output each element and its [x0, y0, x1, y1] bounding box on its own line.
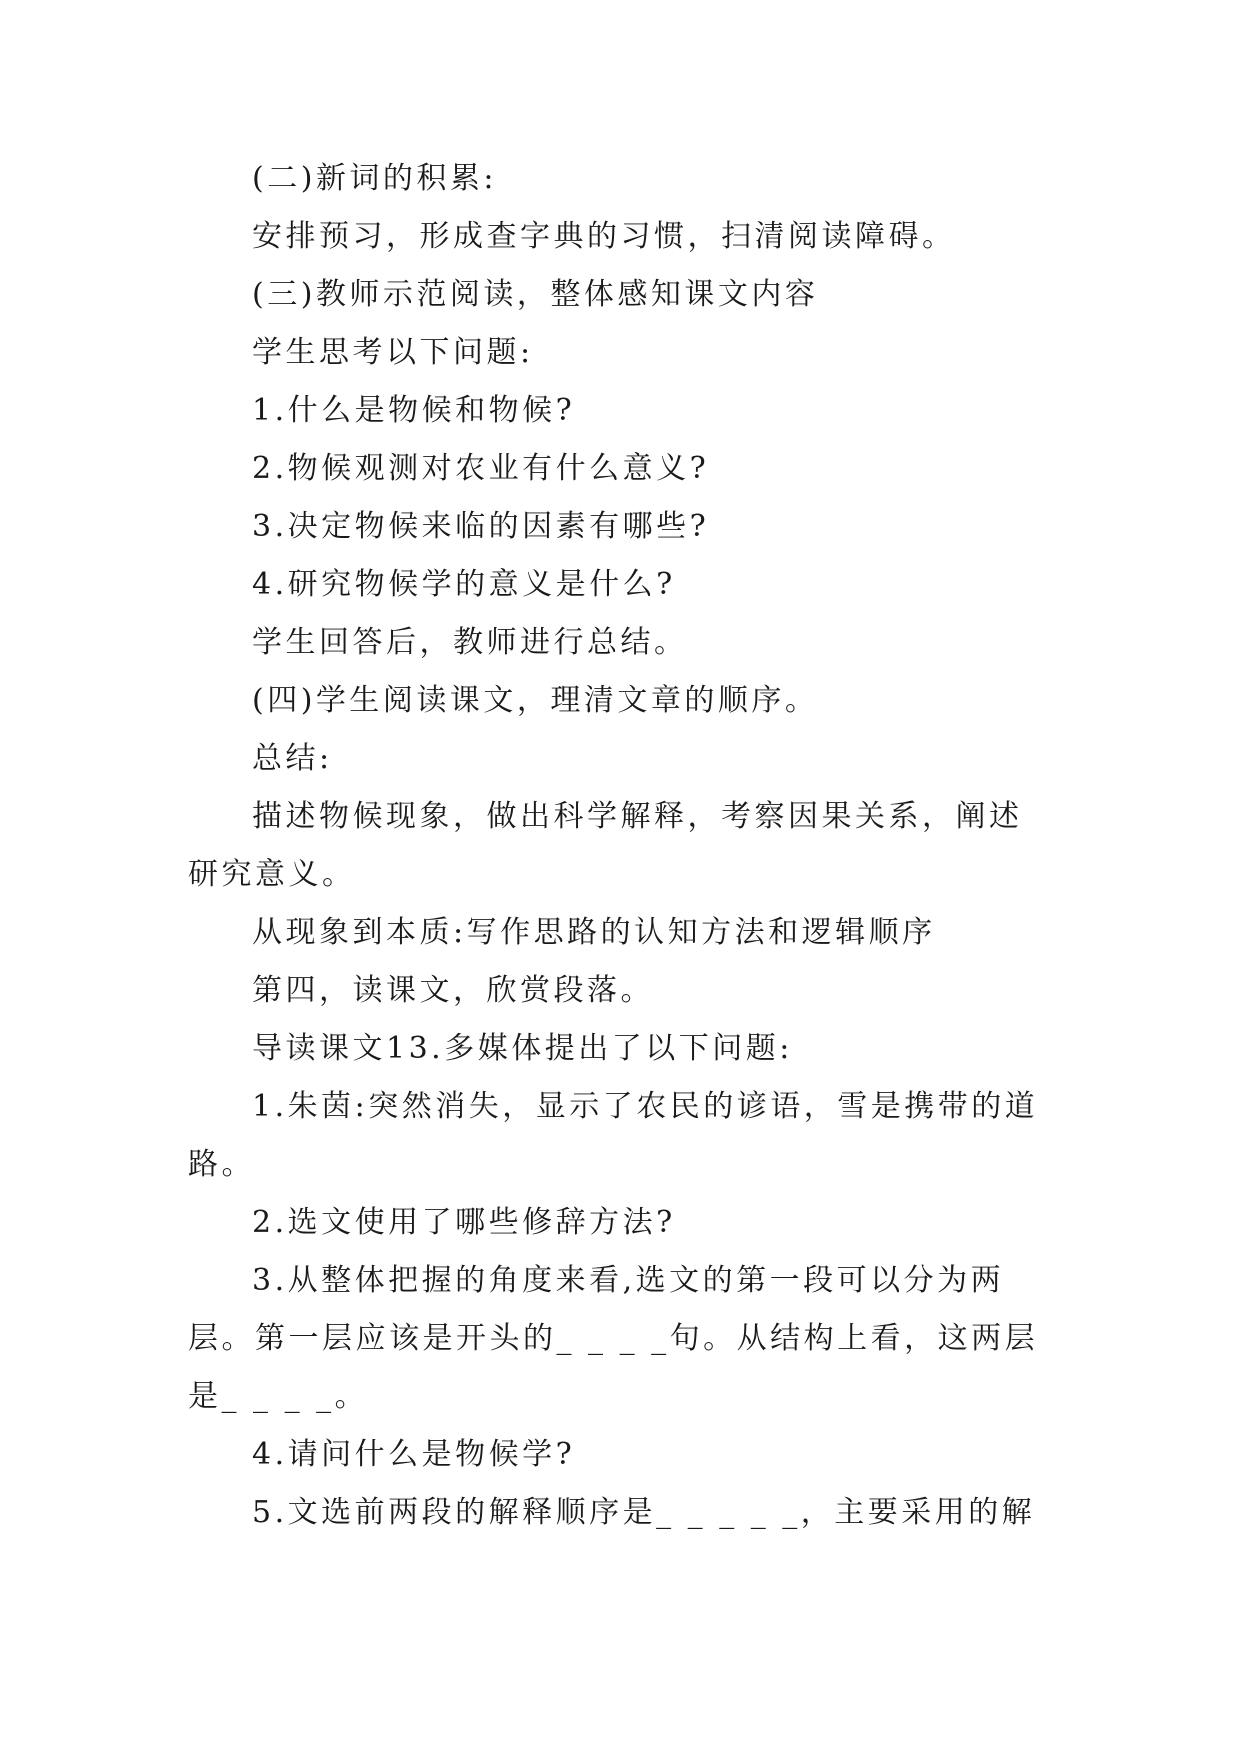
paragraph: 总结:	[252, 741, 333, 776]
paragraph: 2.选文使用了哪些修辞方法?	[252, 1205, 676, 1240]
paragraph: 安排预习，形成查字典的习惯，扫清阅读障碍。	[252, 219, 956, 254]
paragraph: (二)新词的积累:	[252, 161, 498, 196]
paragraph: (四)学生阅读课文，理清文章的顺序。	[252, 683, 819, 718]
paragraph: 学生思考以下问题:	[252, 335, 534, 370]
paragraph: 4.请问什么是物候学?	[252, 1437, 576, 1472]
paragraph: 4.研究物候学的意义是什么?	[252, 567, 676, 602]
document-body	[188, 150, 1054, 1542]
paragraph: 1.朱茵:突然消失，显示了农民的谚语，雪是携带的道路。	[188, 1089, 1039, 1182]
paragraph: 导读课文13.多媒体提出了以下问题:	[252, 1031, 793, 1066]
paragraph: 3.决定物候来临的因素有哪些?	[252, 509, 710, 544]
paragraph: 3.从整体把握的角度来看,选文的第一段可以分为两层。第一层应该是开头的_ _ _ _句。从结构上看，这两层是_ _ _ _。	[188, 1263, 1039, 1414]
paragraph: 1.什么是物候和物候?	[252, 393, 576, 428]
paragraph: 第四，读课文，欣赏段落。	[252, 973, 654, 1008]
paragraph: (三)教师示范阅读，整体感知课文内容	[252, 277, 819, 312]
paragraph: 学生回答后，教师进行总结。	[252, 625, 688, 660]
paragraph: 描述物候现象，做出科学解释，考察因果关系，阐述研究意义。	[188, 799, 1023, 892]
paragraph: 从现象到本质:写作思路的认知方法和逻辑顺序	[252, 915, 936, 950]
paragraph: 2.物候观测对农业有什么意义?	[252, 451, 710, 486]
paragraph: 5.文选前两段的解释顺序是_ _ _ _ _，主要采用的解	[252, 1495, 1036, 1530]
